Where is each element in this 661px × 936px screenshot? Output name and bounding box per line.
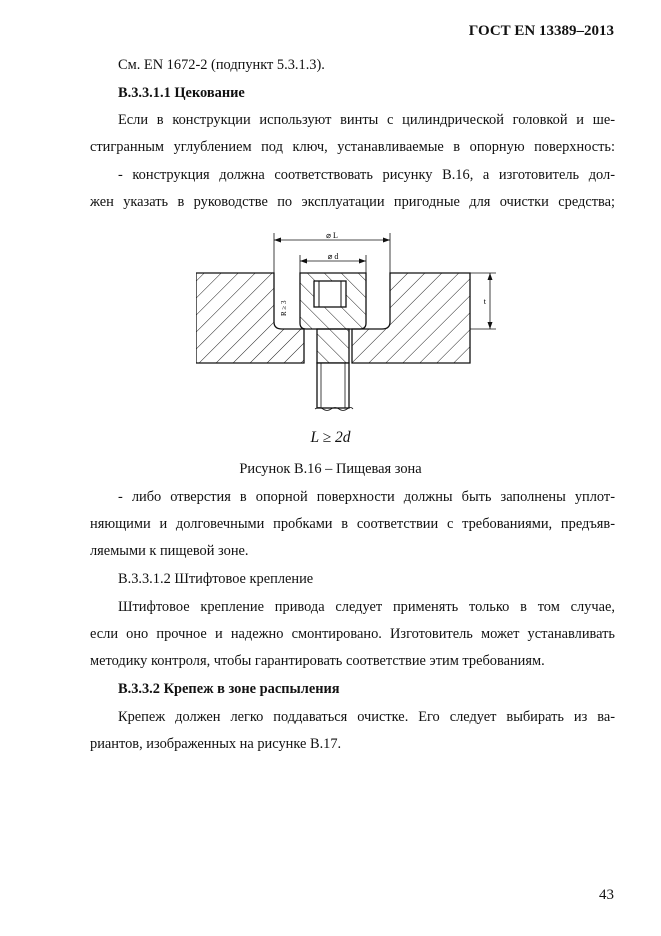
plate-right [352, 273, 470, 363]
dimension-outer-diameter: ⌀ L [326, 231, 338, 240]
screw-thread [317, 363, 349, 408]
dimension-inner-diameter: ⌀ d [327, 252, 339, 261]
paragraph-line: если оно прочное и надежно смонтировано. Изготовитель может устанавливать [90, 626, 615, 642]
paragraph-line: - конструкция должна соответствовать рисунку В.16, а изготовитель дол- [118, 167, 615, 183]
figure-formula: L ≥ 2d [310, 429, 351, 446]
paragraph-line: - либо отверстия в опорной поверхности должны быть заполнены уплот- [118, 489, 615, 505]
figure-caption: Рисунок В.16 – Пищевая зона [239, 461, 422, 477]
reference-line: См. EN 1672-2 (подпункт 5.3.1.3). [118, 57, 325, 73]
plate-left [196, 273, 304, 363]
screw-shank [317, 329, 349, 363]
paragraph-line: риантов, изображенных на рисунке В.17. [90, 736, 342, 752]
paragraph-line: стигранным углублением под ключ, устанавливаемые в опорную поверхность: [90, 139, 615, 155]
paragraph-line: няющими и долговечными пробками в соответствии с требованиями, предъяв- [90, 516, 615, 532]
paragraph-line: ляемыми к пищевой зоне. [90, 543, 249, 559]
paragraph-line: Крепеж должен легко поддаваться очистке. Его следует выбирать из ва- [118, 709, 615, 725]
section-heading-counterbore: В.3.3.1.1 Цекование [118, 85, 245, 101]
paragraph-line: методику контроля, чтобы гарантировать соответствие этим требованиям. [90, 653, 545, 669]
page-number: 43 [599, 887, 614, 903]
paragraph-line: Штифтовое крепление привода следует применять только в том случае, [118, 599, 615, 615]
dimension-radius: R ≥ 3 [280, 300, 288, 316]
section-heading-spray-zone: В.3.3.2 Крепеж в зоне распыления [118, 681, 340, 697]
paragraph-line: жен указать в руководстве по эксплуатации пригодные для очистки средства; [90, 194, 615, 210]
dimension-depth: t [483, 297, 486, 306]
paragraph-line: Если в конструкции используют винты с цилиндрической головкой и ше- [118, 112, 615, 128]
counterbore-diagram [196, 230, 501, 415]
section-heading-pin-fastening: В.3.3.1.2 Штифтовое крепление [118, 571, 314, 587]
document-header: ГОСТ EN 13389–2013 [468, 23, 614, 39]
